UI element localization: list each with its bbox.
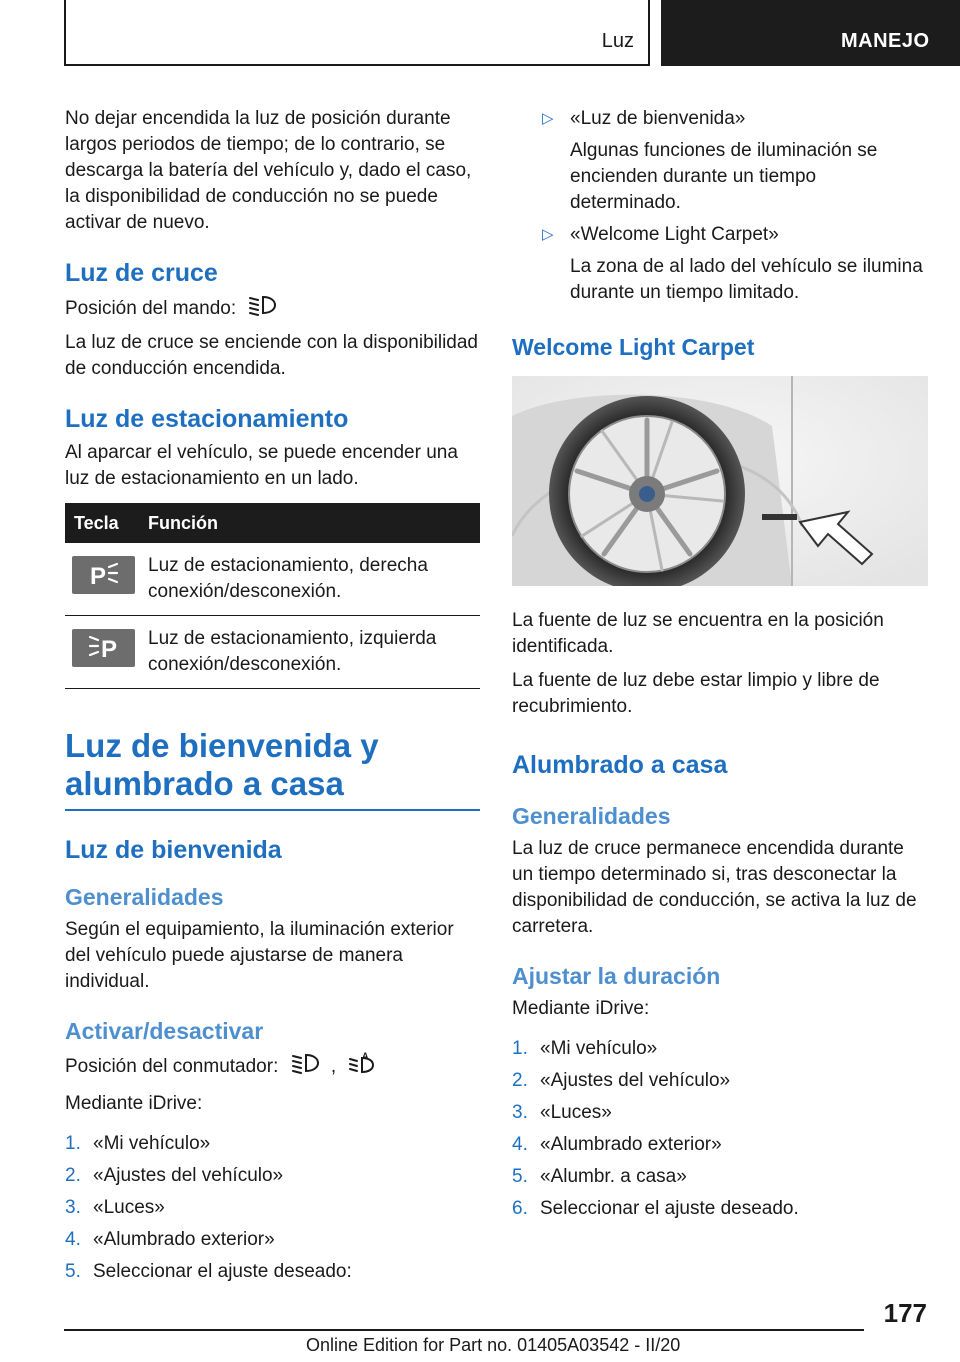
list-item: 5. Seleccionar el ajuste deseado: (65, 1261, 352, 1282)
idrive-label: Mediante iDrive: (65, 1093, 203, 1114)
parking-light-table (65, 503, 480, 689)
list-item: 4. «Alumbrado exterior» (65, 1229, 275, 1250)
list-item: 2. «Ajustes del vehículo» (512, 1070, 731, 1091)
switch-position (65, 1051, 480, 1083)
table-header-function: Función (148, 512, 218, 533)
triangle-bullet-icon: ▷ (542, 226, 554, 243)
home-light-heading: Alumbrado a casa (512, 751, 728, 779)
table-cell-function: Luz de estacionamiento, izquierda conexión/desconexión. (148, 628, 437, 675)
table-header-key: Tecla (74, 512, 119, 533)
general-heading: Generalidades (65, 884, 224, 910)
header-chapter-title: MANEJO (841, 30, 930, 52)
svg-text:P: P (100, 636, 117, 663)
general-text: Según el equipamiento, la iluminación exterior del vehículo puede ajustarse de manera individual. (65, 919, 454, 992)
list-item: 3. «Luces» (65, 1197, 165, 1218)
idrive-label: Mediante iDrive: (512, 998, 650, 1019)
low-beam-heading: Luz de cruce (65, 259, 218, 287)
activate-heading: Activar/desactivar (65, 1018, 264, 1044)
parking-light-left-icon (72, 629, 135, 667)
parking-light-heading: Luz de estacionamiento (65, 405, 349, 433)
table-cell-function: Luz de estacionamiento, derecha conexión/desconexión. (148, 555, 428, 602)
list-item: 4. «Alumbrado exterior» (512, 1134, 722, 1155)
main-section-heading: Luz de bienvenida y alumbrado a casa (65, 727, 480, 811)
home-general-heading: Generalidades (512, 803, 671, 829)
switch-position-label: Posición del conmutador: (65, 1056, 279, 1078)
home-general-text: La luz de cruce permanece encendida durante un tiempo determinado si, tras desconectar la disponibilidad de conducción, se activa la luz de carretera. (512, 838, 917, 937)
table-header (65, 503, 480, 543)
carpet-text-clean: La fuente de luz debe estar limpio y libre de recubrimiento. (512, 670, 880, 717)
list-item (512, 222, 928, 306)
list-item: 5. «Alumbr. a casa» (512, 1166, 687, 1187)
header-chapter-tab (661, 0, 960, 66)
option-description: Algunas funciones de iluminación se encienden durante un tiempo determinado. (570, 140, 878, 213)
list-item: 1. «Mi vehículo» (65, 1133, 211, 1154)
car-wheel-figure (512, 376, 928, 586)
duration-steps-list (512, 1036, 928, 1222)
triangle-bullet-icon: ▷ (542, 110, 554, 127)
carpet-text-position: La fuente de luz se encuentra en la posición identificada. (512, 610, 884, 657)
list-item: 6. Seleccionar el ajuste deseado. (512, 1198, 799, 1219)
low-beam-position-label: Posición del mando: (65, 298, 237, 320)
switch-position-separator: , (330, 1056, 337, 1078)
header-section-title: Luz (601, 30, 634, 52)
option-label: «Welcome Light Carpet» (570, 224, 779, 245)
welcome-options-list (512, 106, 928, 306)
table-row (65, 543, 480, 616)
low-beam-icon (290, 1052, 320, 1082)
low-beam-position (65, 294, 480, 324)
option-description: La zona de al lado del vehículo se ilumina durante un tiempo limitado. (570, 256, 923, 303)
table-row (65, 616, 480, 689)
footer-edition-text: Online Edition for Part no. 01405A03542 - II/20 (306, 1335, 681, 1355)
left-column (65, 106, 480, 1291)
duration-heading: Ajustar la duración (512, 963, 721, 989)
header-section-box (64, 0, 650, 66)
svg-text:A: A (362, 1051, 369, 1061)
list-item: 3. «Luces» (512, 1102, 612, 1123)
list-item: 2. «Ajustes del vehículo» (65, 1165, 284, 1186)
low-beam-text: La luz de cruce se enciende con la disponibilidad de conducción encendida. (65, 332, 478, 379)
option-label: «Luz de bienvenida» (570, 108, 746, 129)
right-column (512, 106, 928, 1228)
intro-paragraph: No dejar encendida la luz de posición durante largos periodos de tiempo; de lo contrario, se descarga la batería del vehículo y, dado el caso, la disponibilidad de conducción no se puede activar de nuevo. (65, 108, 472, 233)
parking-light-right-icon (72, 556, 135, 594)
low-beam-icon (247, 294, 277, 324)
page-number: 177 (883, 1298, 927, 1328)
idrive-steps-list (65, 1131, 480, 1285)
list-item: 1. «Mi vehículo» (512, 1038, 658, 1059)
carpet-heading: Welcome Light Carpet (512, 334, 755, 360)
list-item (512, 106, 928, 216)
automatic-headlight-icon (347, 1051, 377, 1083)
svg-text:P: P (89, 563, 106, 590)
footer-divider (64, 1329, 864, 1331)
parking-light-text: Al aparcar el vehículo, se puede encender una luz de estacionamiento en un lado. (65, 442, 458, 489)
welcome-light-heading: Luz de bienvenida (65, 836, 282, 864)
